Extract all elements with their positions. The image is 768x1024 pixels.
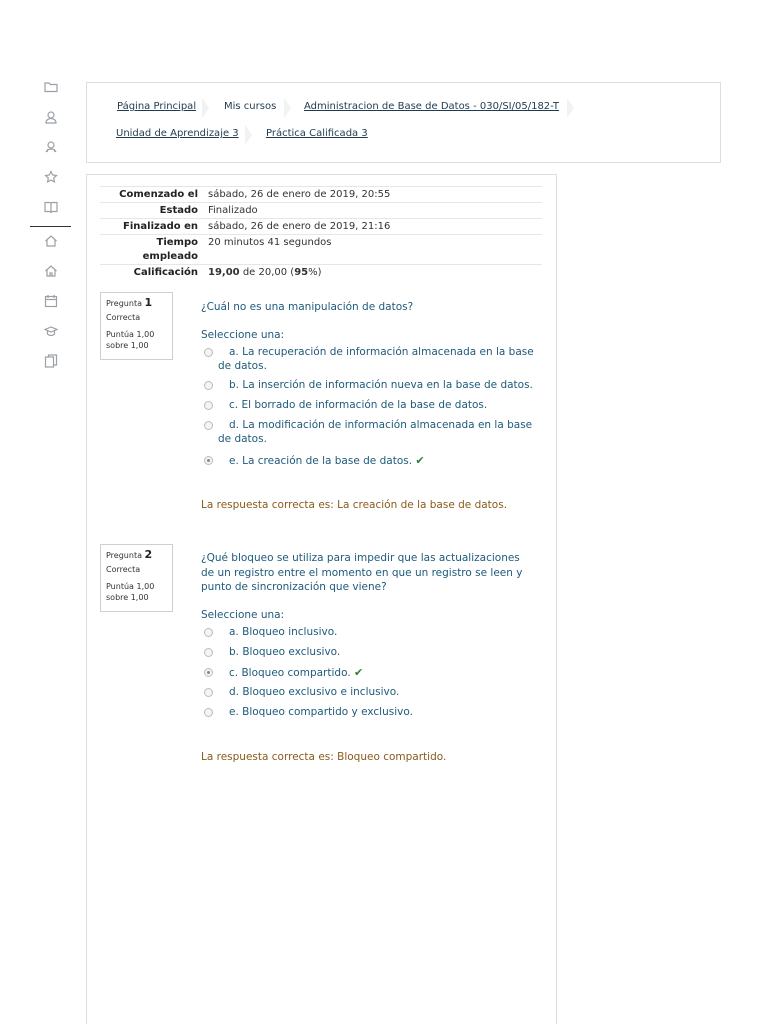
summary-row-state — [100, 202, 542, 218]
summary-label: Comenzado el — [119, 189, 198, 200]
radio-button[interactable] — [204, 648, 213, 657]
check-icon: ✔ — [415, 454, 425, 467]
breadcrumb-item-course[interactable]: Administracion de Base de Datos - 030/SI/05/182-T — [304, 101, 559, 112]
copy-icon[interactable] — [30, 346, 72, 376]
question-mark: Puntúa 1,00 sobre 1,00 — [106, 582, 155, 602]
answer-label-text: c. Bloqueo compartido. — [229, 667, 351, 679]
user-icon[interactable] — [30, 102, 72, 132]
summary-row-time-taken — [100, 234, 542, 264]
radio-button[interactable] — [204, 401, 213, 410]
summary-label: Calificación — [133, 267, 198, 278]
question-info — [100, 292, 173, 360]
correct-answer-feedback: La respuesta correcta es: La creación de la base de datos. — [201, 499, 508, 511]
breadcrumb-separator — [284, 98, 291, 118]
answer-label: c. El borrado de información de la base de datos. — [229, 399, 488, 411]
question-text: ¿Cuál no es una manipulación de datos? — [201, 301, 414, 313]
star-icon[interactable] — [30, 162, 72, 192]
answer-option[interactable] — [204, 706, 534, 720]
answer-label: a. Bloqueo inclusivo. — [229, 626, 338, 638]
home-alt-icon[interactable] — [30, 256, 72, 286]
radio-button[interactable] — [204, 381, 213, 390]
question-mark: Puntúa 1,00 sobre 1,00 — [106, 330, 155, 350]
summary-label: Finalizado en — [123, 221, 198, 232]
answer-label: e. Bloqueo compartido y exclusivo. — [229, 706, 413, 718]
summary-value: sábado, 26 de enero de 2019, 21:16 — [208, 221, 391, 232]
radio-button[interactable] — [204, 628, 213, 637]
answer-option[interactable] — [204, 646, 534, 660]
radio-button-checked[interactable] — [204, 456, 213, 465]
answer-label: b. La inserción de información nueva en la base de datos. — [229, 379, 533, 391]
question-label: Pregunta — [106, 551, 142, 560]
breadcrumb-separator — [567, 98, 574, 118]
breadcrumb-separator — [202, 98, 209, 118]
answer-option-selected[interactable] — [204, 666, 534, 681]
answer-label — [204, 454, 534, 469]
answer-option-selected[interactable] — [204, 454, 534, 469]
answer-option[interactable] — [204, 419, 534, 446]
radio-button-checked[interactable] — [204, 668, 213, 677]
breadcrumb-item-courses[interactable]: Mis cursos — [224, 101, 277, 112]
question-state: Correcta — [106, 313, 141, 322]
answer-label: d. La modificación de información almacenada en la base de datos. — [218, 419, 533, 445]
question-label: Pregunta — [106, 299, 142, 308]
summary-row-finished — [100, 218, 542, 234]
radio-button[interactable] — [204, 348, 213, 357]
attempt-summary-table — [100, 186, 542, 280]
summary-label: Tiempo empleado — [142, 237, 198, 262]
breadcrumb-item-quiz[interactable]: Práctica Calificada 3 — [266, 128, 368, 139]
summary-value — [208, 266, 322, 280]
question-text: ¿Qué bloqueo se utiliza para impedir que las actualizaciones de un registro entre el momento en que un registro se leen y punto de sincronización que viene? — [201, 552, 523, 593]
breadcrumb — [86, 82, 721, 163]
grade-out-of: de 20,00 ( — [239, 267, 295, 278]
answer-label — [204, 666, 534, 681]
radio-button[interactable] — [204, 421, 213, 430]
calendar-icon[interactable] — [30, 286, 72, 316]
question-state: Correcta — [106, 565, 141, 574]
answer-option[interactable] — [204, 626, 534, 640]
answer-label: a. La recuperación de información almacenada en la base de datos. — [218, 346, 534, 372]
answer-prompt: Seleccione una: — [201, 609, 285, 621]
breadcrumb-item-home[interactable]: Página Principal — [117, 101, 197, 112]
answer-label-text: e. La creación de la base de datos. — [229, 455, 413, 467]
grade-percent-suffix: %) — [308, 267, 322, 278]
answer-prompt: Seleccione una: — [201, 329, 285, 341]
book-icon[interactable] — [30, 192, 72, 222]
answer-option[interactable] — [204, 686, 534, 700]
answer-label: b. Bloqueo exclusivo. — [229, 646, 341, 658]
summary-value: sábado, 26 de enero de 2019, 20:55 — [208, 189, 391, 200]
question-number: 1 — [144, 296, 153, 309]
question-number: 2 — [144, 548, 153, 561]
folder-icon[interactable] — [30, 72, 72, 102]
users-icon[interactable] — [30, 132, 72, 162]
breadcrumb-item-unit[interactable]: Unidad de Aprendizaje 3 — [116, 128, 239, 139]
check-icon: ✔ — [354, 666, 364, 679]
breadcrumb-separator — [245, 125, 252, 145]
home-icon[interactable] — [30, 226, 72, 256]
summary-value: 20 minutos 41 segundos — [208, 237, 332, 248]
summary-row-grade — [100, 264, 542, 280]
answer-label: d. Bloqueo exclusivo e inclusivo. — [229, 686, 400, 698]
answer-option[interactable] — [204, 346, 534, 373]
correct-answer-feedback: La respuesta correcta es: Bloqueo compartido. — [201, 751, 447, 763]
answer-option[interactable] — [204, 379, 534, 393]
grade-score: 19,00 — [208, 267, 240, 278]
radio-button[interactable] — [204, 708, 213, 717]
summary-row-started — [100, 186, 542, 202]
summary-value: Finalizado — [208, 205, 258, 216]
question-info — [100, 544, 173, 612]
answer-option[interactable] — [204, 399, 534, 413]
summary-label: Estado — [159, 205, 198, 216]
grade-percent: 95 — [294, 267, 309, 278]
graduation-cap-icon[interactable] — [30, 316, 72, 346]
radio-button[interactable] — [204, 688, 213, 697]
